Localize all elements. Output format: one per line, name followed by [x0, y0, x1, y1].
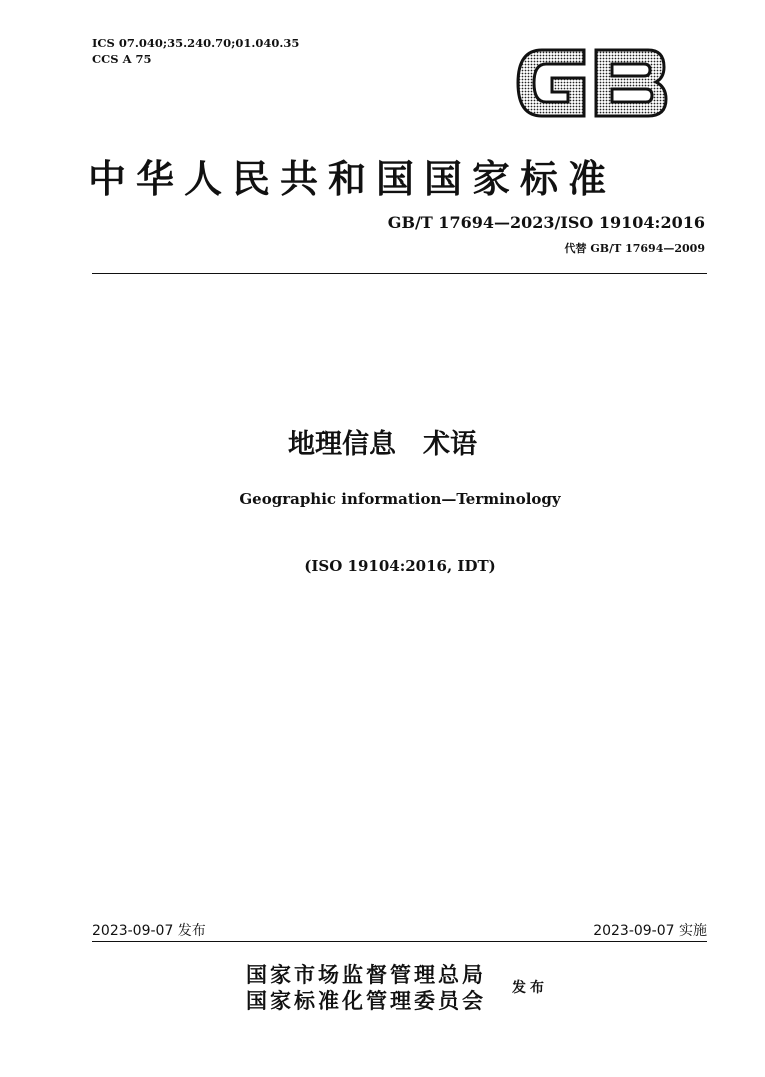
document-title-en: Geographic information—Terminology: [239, 490, 561, 508]
publisher-sac: 国家标准化管理委员会: [246, 988, 486, 1013]
publish-label: 发布: [512, 980, 548, 996]
ics-code: ICS 07.040;35.240.70;01.040.35: [92, 36, 300, 50]
replaces-note: 代替 GB/T 17694—2009: [564, 242, 705, 255]
footer-divider: [92, 941, 707, 942]
ccs-code: CCS A 75: [92, 52, 152, 66]
standard-number: GB/T 17694—2023/ISO 19104:2016: [387, 213, 705, 232]
header-divider: [92, 273, 707, 274]
national-standard-title: 中华人民共和国国家标准: [88, 156, 617, 201]
document-title-cn: 地理信息 术语: [288, 429, 477, 460]
issue-date: 2023-09-07 发布: [92, 923, 206, 939]
implementation-date: 2023-09-07 实施: [593, 923, 707, 939]
adoption-note: (ISO 19104:2016, IDT): [304, 557, 496, 575]
ics-ccs-block: [92, 35, 299, 67]
gb-logo-text: GB: [512, 42, 514, 43]
publishers-block: [246, 962, 486, 1014]
gb-logo: [512, 42, 670, 124]
publisher-samr: 国家市场监督管理总局: [246, 962, 486, 987]
